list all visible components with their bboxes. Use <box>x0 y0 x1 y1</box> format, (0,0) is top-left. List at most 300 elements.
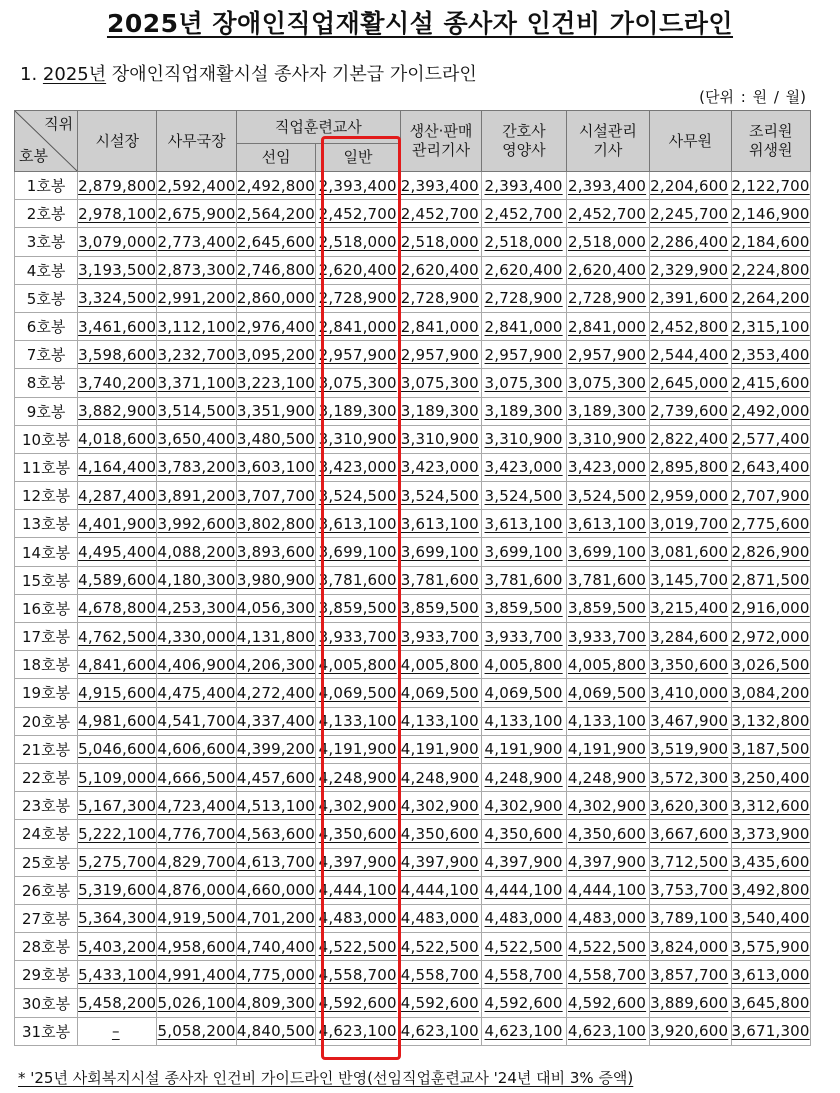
salary-value: 2,957,900 <box>400 345 479 364</box>
salary-value: 3,075,300 <box>318 373 397 392</box>
step-cell: 29호봉 <box>15 961 78 989</box>
salary-value: 3,423,000 <box>484 458 563 477</box>
step-cell: 14호봉 <box>15 538 78 566</box>
salary-value: 2,895,800 <box>650 458 729 477</box>
salary-cell <box>650 623 731 651</box>
salary-cell <box>650 510 731 538</box>
salary-cell <box>157 510 236 538</box>
salary-cell <box>731 482 810 510</box>
salary-value: 4,522,500 <box>484 937 563 956</box>
salary-cell <box>400 172 481 200</box>
table-row <box>15 200 811 228</box>
step-cell: 28호봉 <box>15 933 78 961</box>
salary-table <box>14 110 811 1046</box>
step-cell: 11호봉 <box>15 453 78 481</box>
step-cell: 12호봉 <box>15 482 78 510</box>
salary-cell <box>731 961 810 989</box>
salary-cell <box>650 482 731 510</box>
salary-cell <box>236 284 315 312</box>
salary-cell <box>731 651 810 679</box>
salary-value: 2,577,400 <box>731 430 810 449</box>
salary-cell <box>316 820 401 848</box>
salary-cell <box>78 989 157 1017</box>
salary-value: 4,558,700 <box>484 965 563 984</box>
salary-value: 4,350,600 <box>400 824 479 843</box>
table-row <box>15 284 811 312</box>
salary-cell <box>400 876 481 904</box>
salary-value: 4,302,900 <box>318 796 397 815</box>
salary-value: 5,222,100 <box>78 824 157 843</box>
salary-cell <box>236 707 315 735</box>
salary-cell <box>236 510 315 538</box>
salary-value: 3,351,900 <box>236 402 316 421</box>
salary-cell <box>157 1017 236 1045</box>
salary-value: 3,992,600 <box>157 514 236 533</box>
salary-cell <box>566 876 649 904</box>
table-row <box>15 961 811 989</box>
salary-value: 4,444,100 <box>400 881 479 900</box>
salary-value: 3,514,500 <box>157 402 236 421</box>
salary-value: 3,075,300 <box>567 373 647 392</box>
salary-cell <box>731 792 810 820</box>
salary-cell <box>316 904 401 932</box>
salary-cell <box>157 566 236 594</box>
unit-label: (단위 : 원 / 월) <box>699 88 806 106</box>
salary-value: 2,393,400 <box>318 176 397 195</box>
salary-cell <box>78 820 157 848</box>
salary-cell <box>316 312 401 340</box>
salary-cell <box>566 707 649 735</box>
salary-cell <box>236 341 315 369</box>
table-row <box>15 369 811 397</box>
salary-cell <box>650 679 731 707</box>
salary-value: 2,957,900 <box>318 345 397 364</box>
salary-value: 4,592,600 <box>400 994 479 1013</box>
salary-cell <box>78 904 157 932</box>
salary-cell <box>316 538 401 566</box>
salary-value: 3,620,300 <box>650 796 729 815</box>
salary-value: 5,046,600 <box>78 740 157 759</box>
salary-cell <box>731 933 810 961</box>
step-cell: 5호봉 <box>15 284 78 312</box>
salary-value: 3,350,600 <box>650 655 729 674</box>
salary-value: 3,920,600 <box>650 1022 729 1041</box>
salary-cell <box>482 369 566 397</box>
salary-cell <box>157 312 236 340</box>
salary-cell <box>400 848 481 876</box>
salary-value: 4,056,300 <box>236 599 316 618</box>
salary-value: 4,623,100 <box>318 1022 397 1041</box>
salary-cell <box>482 538 566 566</box>
salary-value: 2,286,400 <box>650 232 729 251</box>
step-cell: 16호봉 <box>15 594 78 622</box>
salary-value: 4,592,600 <box>318 994 397 1013</box>
salary-cell <box>566 228 649 256</box>
salary-value: 2,972,000 <box>731 627 810 646</box>
salary-value: 4,330,000 <box>157 627 236 646</box>
step-cell: 18호봉 <box>15 651 78 679</box>
salary-value: 4,809,300 <box>236 994 316 1013</box>
table-row <box>15 425 811 453</box>
salary-cell <box>236 961 315 989</box>
salary-value: 2,264,200 <box>731 289 810 308</box>
salary-value: 2,492,000 <box>731 402 810 421</box>
salary-value: 4,841,600 <box>78 655 157 674</box>
salary-cell <box>482 763 566 791</box>
salary-cell <box>316 425 401 453</box>
table-row <box>15 453 811 481</box>
salary-cell <box>400 820 481 848</box>
salary-cell <box>236 425 315 453</box>
salary-value: 4,444,100 <box>567 881 647 900</box>
salary-value: 3,467,900 <box>650 712 729 731</box>
salary-value: 2,728,900 <box>567 289 647 308</box>
salary-cell <box>316 341 401 369</box>
table-row <box>15 510 811 538</box>
salary-cell <box>731 989 810 1017</box>
salary-cell <box>400 538 481 566</box>
salary-cell <box>78 651 157 679</box>
salary-cell <box>316 679 401 707</box>
salary-value: 4,495,400 <box>78 543 157 562</box>
step-cell: 8호봉 <box>15 369 78 397</box>
salary-cell <box>731 425 810 453</box>
salary-value: 3,145,700 <box>650 571 729 590</box>
salary-cell <box>731 735 810 763</box>
salary-cell <box>316 200 401 228</box>
header-sales-manager: 생산·판매 관리기사 <box>400 111 481 172</box>
salary-value: 2,329,900 <box>650 261 729 280</box>
salary-value: 4,740,400 <box>236 937 316 956</box>
salary-cell <box>566 989 649 1017</box>
salary-cell <box>78 425 157 453</box>
step-cell: 2호봉 <box>15 200 78 228</box>
salary-cell <box>78 453 157 481</box>
salary-value: 3,075,300 <box>484 373 563 392</box>
salary-cell <box>400 679 481 707</box>
table-row <box>15 482 811 510</box>
step-cell: 21호봉 <box>15 735 78 763</box>
salary-cell <box>482 453 566 481</box>
salary-value: 2,315,100 <box>731 317 810 336</box>
salary-value: 3,802,800 <box>236 514 316 533</box>
salary-value: 4,069,500 <box>400 683 479 702</box>
salary-cell <box>400 482 481 510</box>
salary-value: 3,859,500 <box>400 599 479 618</box>
salary-value: 4,592,600 <box>484 994 563 1013</box>
salary-cell <box>650 341 731 369</box>
salary-value: 4,005,800 <box>484 655 563 674</box>
salary-cell <box>566 763 649 791</box>
salary-value: 4,164,400 <box>78 458 157 477</box>
step-cell: 10호봉 <box>15 425 78 453</box>
salary-cell <box>731 904 810 932</box>
salary-value: 3,524,500 <box>318 486 397 505</box>
salary-value: 3,492,800 <box>731 881 810 900</box>
salary-value: 4,840,500 <box>236 1022 316 1041</box>
salary-cell <box>731 820 810 848</box>
salary-cell <box>482 679 566 707</box>
salary-value: 3,699,100 <box>400 543 479 562</box>
salary-value: 3,933,700 <box>484 627 563 646</box>
salary-cell <box>650 735 731 763</box>
salary-cell <box>400 425 481 453</box>
salary-value: 2,393,400 <box>400 176 479 195</box>
salary-value: 3,461,600 <box>78 317 157 336</box>
salary-cell <box>400 453 481 481</box>
salary-value: 4,483,000 <box>484 909 563 928</box>
salary-cell <box>482 623 566 651</box>
table-row <box>15 989 811 1017</box>
salary-value: 4,829,700 <box>157 853 236 872</box>
salary-cell <box>566 566 649 594</box>
salary-value: 4,483,000 <box>400 909 479 928</box>
section-heading <box>20 60 477 86</box>
salary-value: 2,728,900 <box>484 289 563 308</box>
salary-cell <box>400 369 481 397</box>
salary-cell <box>566 369 649 397</box>
salary-value: 2,841,000 <box>400 317 479 336</box>
salary-cell <box>78 172 157 200</box>
salary-value: 3,189,300 <box>484 402 563 421</box>
salary-value: 3,019,700 <box>650 514 729 533</box>
salary-value: 2,620,400 <box>400 261 479 280</box>
salary-value: 3,667,600 <box>650 824 729 843</box>
salary-value: 3,189,300 <box>400 402 479 421</box>
step-cell: 24호봉 <box>15 820 78 848</box>
salary-value: 3,084,200 <box>731 683 810 702</box>
salary-cell <box>566 848 649 876</box>
salary-value: 5,058,200 <box>157 1022 236 1041</box>
salary-value: 4,191,900 <box>400 740 479 759</box>
salary-cell <box>236 172 315 200</box>
salary-cell <box>566 651 649 679</box>
salary-value: 5,364,300 <box>78 909 157 928</box>
salary-cell <box>566 820 649 848</box>
salary-value: 3,423,000 <box>567 458 647 477</box>
salary-cell <box>482 1017 566 1045</box>
salary-cell <box>78 228 157 256</box>
salary-value: 4,623,100 <box>400 1022 479 1041</box>
salary-value: 4,248,900 <box>567 768 647 787</box>
header-trainer-group: 직업훈련교사 <box>236 111 400 144</box>
salary-value: 3,783,200 <box>157 458 236 477</box>
salary-cell <box>566 425 649 453</box>
salary-cell <box>731 256 810 284</box>
salary-cell <box>157 904 236 932</box>
salary-value: 4,350,600 <box>567 824 647 843</box>
salary-cell <box>78 510 157 538</box>
salary-value: 3,882,900 <box>78 402 157 421</box>
salary-cell <box>650 989 731 1017</box>
salary-cell <box>400 933 481 961</box>
salary-cell <box>78 792 157 820</box>
salary-cell <box>731 566 810 594</box>
salary-cell <box>157 735 236 763</box>
salary-value: 3,524,500 <box>400 486 479 505</box>
salary-value: 5,167,300 <box>78 796 157 815</box>
salary-value: 4,613,700 <box>236 853 316 872</box>
salary-value: 4,592,600 <box>567 994 647 1013</box>
salary-cell <box>650 200 731 228</box>
salary-cell <box>731 312 810 340</box>
salary-value: 3,575,900 <box>731 937 810 956</box>
salary-value: 4,475,400 <box>157 683 236 702</box>
salary-value: 2,645,600 <box>236 232 316 251</box>
salary-value: 4,272,400 <box>236 683 316 702</box>
header-trainer-senior: 선임 <box>236 144 315 172</box>
salary-value: 3,095,200 <box>236 345 316 364</box>
salary-cell <box>316 792 401 820</box>
salary-cell <box>650 538 731 566</box>
salary-value: 3,435,600 <box>731 853 810 872</box>
salary-value: 4,191,900 <box>484 740 563 759</box>
salary-cell <box>316 256 401 284</box>
header-step-label: 호봉 <box>19 147 48 166</box>
table-row <box>15 312 811 340</box>
salary-value: 2,728,900 <box>400 289 479 308</box>
salary-cell <box>236 792 315 820</box>
salary-value: 3,423,000 <box>318 458 397 477</box>
salary-value: 4,069,500 <box>484 683 563 702</box>
salary-value: 3,324,500 <box>78 289 157 308</box>
step-cell: 30호봉 <box>15 989 78 1017</box>
salary-cell <box>78 763 157 791</box>
salary-value: 2,393,400 <box>484 176 563 195</box>
salary-cell <box>482 200 566 228</box>
salary-cell <box>566 453 649 481</box>
salary-cell <box>731 679 810 707</box>
salary-value: 3,859,500 <box>318 599 397 618</box>
salary-cell <box>316 566 401 594</box>
salary-cell <box>566 594 649 622</box>
salary-cell <box>236 256 315 284</box>
salary-value: 5,026,100 <box>157 994 236 1013</box>
salary-value: 4,397,900 <box>484 853 563 872</box>
salary-value: 4,701,200 <box>236 909 316 928</box>
salary-value: 2,873,300 <box>157 261 236 280</box>
salary-cell <box>400 312 481 340</box>
salary-cell <box>316 961 401 989</box>
salary-cell <box>236 820 315 848</box>
salary-value: 2,879,800 <box>78 176 157 195</box>
salary-value: 4,589,600 <box>78 571 157 590</box>
salary-cell <box>157 341 236 369</box>
salary-value: 4,399,200 <box>236 740 316 759</box>
salary-value: 2,452,700 <box>484 204 563 223</box>
salary-value: 4,660,000 <box>236 881 316 900</box>
salary-cell <box>650 651 731 679</box>
step-cell: 7호봉 <box>15 341 78 369</box>
salary-cell <box>731 848 810 876</box>
salary-value: 3,598,600 <box>78 345 157 364</box>
salary-value: 3,112,100 <box>157 317 236 336</box>
salary-cell <box>236 594 315 622</box>
salary-cell <box>316 623 401 651</box>
salary-value: 3,373,900 <box>731 824 810 843</box>
salary-cell <box>731 369 810 397</box>
salary-value: 3,712,500 <box>650 853 729 872</box>
header-clerk: 사무원 <box>650 111 731 172</box>
salary-value: 3,699,100 <box>484 543 563 562</box>
salary-value: 4,005,800 <box>567 655 647 674</box>
salary-cell <box>731 1017 810 1045</box>
salary-value: 4,133,100 <box>318 712 397 731</box>
salary-cell <box>78 594 157 622</box>
salary-value: 3,193,500 <box>78 261 157 280</box>
salary-cell <box>316 397 401 425</box>
salary-value: 3,540,400 <box>731 909 810 928</box>
salary-cell <box>157 876 236 904</box>
salary-value: 3,250,400 <box>731 768 810 787</box>
salary-cell <box>78 848 157 876</box>
salary-value: 4,180,300 <box>157 571 236 590</box>
header-office-chief: 사무국장 <box>157 111 236 172</box>
salary-value: 3,603,100 <box>236 458 316 477</box>
salary-cell <box>400 566 481 594</box>
salary-cell <box>78 538 157 566</box>
salary-cell <box>236 453 315 481</box>
salary-value: 3,613,100 <box>400 514 479 533</box>
salary-value: 2,976,400 <box>236 317 316 336</box>
header-position-label: 직위 <box>44 115 74 133</box>
salary-cell <box>316 735 401 763</box>
salary-value: 2,957,900 <box>567 345 647 364</box>
salary-cell <box>400 594 481 622</box>
salary-value: 4,775,000 <box>236 965 316 984</box>
salary-cell <box>316 707 401 735</box>
salary-value: 4,005,800 <box>400 655 479 674</box>
document-title: 2025년 장애인직업재활시설 종사자 인건비 가이드라인 <box>106 9 734 38</box>
salary-cell <box>78 284 157 312</box>
salary-cell <box>650 961 731 989</box>
salary-value: 2,707,900 <box>731 486 810 505</box>
salary-value: 2,452,700 <box>567 204 647 223</box>
salary-value: 4,248,900 <box>400 768 479 787</box>
salary-cell <box>78 679 157 707</box>
salary-cell <box>650 172 731 200</box>
salary-value: 3,789,100 <box>650 909 729 928</box>
salary-value: 4,541,700 <box>157 712 236 731</box>
step-cell: 17호봉 <box>15 623 78 651</box>
salary-cell <box>400 256 481 284</box>
salary-value: 5,109,000 <box>78 768 157 787</box>
salary-value: 2,773,400 <box>157 232 236 251</box>
salary-cell <box>731 538 810 566</box>
salary-value: 3,519,900 <box>650 740 729 759</box>
table-row <box>15 792 811 820</box>
step-cell: 22호봉 <box>15 763 78 791</box>
salary-cell <box>566 623 649 651</box>
salary-cell <box>650 820 731 848</box>
salary-value: 3,933,700 <box>400 627 479 646</box>
header-corner-cell <box>15 111 78 172</box>
salary-cell <box>236 876 315 904</box>
salary-value: 4,133,100 <box>400 712 479 731</box>
step-cell: 20호봉 <box>15 707 78 735</box>
salary-value: 4,513,100 <box>236 796 316 815</box>
section-title: 장애인직업재활시설 종사자 기본급 가이드라인 <box>111 64 477 85</box>
salary-value: 3,824,000 <box>650 937 729 956</box>
salary-value: 5,403,200 <box>78 937 157 956</box>
salary-cell <box>482 341 566 369</box>
salary-cell <box>157 679 236 707</box>
salary-value: 2,353,400 <box>731 345 810 364</box>
salary-value: 2,204,600 <box>650 176 729 195</box>
salary-value: 3,524,500 <box>567 486 647 505</box>
salary-value: 2,393,400 <box>567 176 647 195</box>
table-row <box>15 228 811 256</box>
